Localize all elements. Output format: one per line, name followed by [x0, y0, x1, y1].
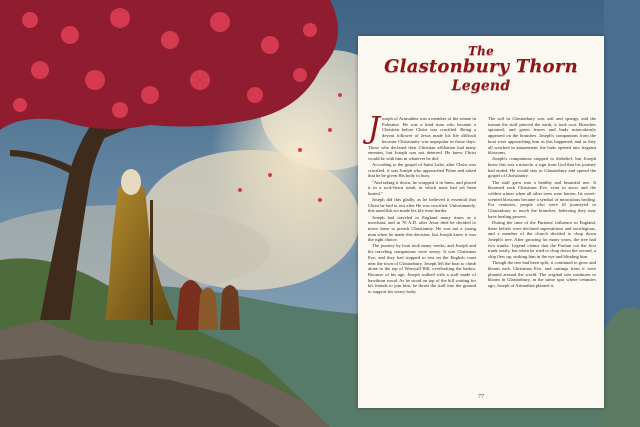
paragraph: According to the gospel of Saint Luke, after Christ was crucified, it was Joseph who approached Pilate and asked that he be given His body to bury.	[368, 162, 476, 179]
paragraph: The staff grew into a healthy and beautiful tree. It bloomed each Christmas Eve, even in snow and the coldest winter when all other trees were barren. Its sweet-scented blossoms became a symbol of miraculous healing. For centuries, people who were ill journeyed to Glastonbury to touch the branches, believing they may have healing powers.	[488, 179, 596, 219]
paragraph: Joseph did this gladly, as he believed it essential that Christ be laid to rest after He was crucified. Unfortunately, this unselfish act made his life even harder.	[368, 197, 476, 214]
paragraph: Joseph had traveled to England many times as a merchant, and in 70 A.D. after Jesus died he decided to move there to preach Christianity. He was not a young man when he made this decision, but Joseph knew it was the right choice.	[368, 214, 476, 243]
page-number: 77	[478, 394, 484, 400]
paragraph: "And taking it down, he wrapped it in linen, and placed it in a rock-hewn tomb, in which none had yet been buried."	[368, 179, 476, 196]
companions	[176, 280, 240, 330]
article-body	[368, 111, 596, 386]
paragraph: The soil in Glastonbury was soft and spongy, and the instant the staff pierced the earth, it took root. Branches sprouted, and green leaves and buds miraculously appeared on the branches. Joseph's companions from the boat were approaching him as this happened, and as they all watched in amazement, the buds opened into fragrant blossoms.	[488, 116, 596, 156]
paragraph: Joseph's companions stopped to disbelief, but Joseph knew this was a miracle, a sign from God that his journey had ended. He would stay in Glastonbury and spread the gospel of Christianity.	[488, 156, 596, 179]
right-hills	[604, 308, 640, 427]
paragraph: The journey by boat took many weeks, and Joseph and his traveling companions were weary. It was Christmas Eve, and they had stopped to rest on the English coast near the town of Glastonbury. Joseph left the boat to climb alone to the top of Wearyall Hill, overlooking the harbor. Because of his age, Joseph walked with a staff made of hawthorn wood. As he stood on top of the hill waiting for his friends to join him, he thrust the staff into the ground to support his weary body.	[368, 243, 476, 295]
paragraph: Joseph of Arimathea was a member of the senate in Palestine. He was a kind man who became a Christian before Christ was crucified. Being a devout follower of Jesus made his life difficult because Christianity was unpopular in those days. Those who declared their Christian affiliation had many enemies, but Joseph was not deterred. He knew Christ would be with him in whatever he did.	[368, 111, 476, 161]
page-title: Glastonbury Thorn	[384, 56, 578, 77]
page-subtitle: Legend	[451, 78, 511, 94]
paragraph: Though the tree had been split, it continued to grow and bloom each Christmas Eve, and cuttings from it were planted around the world. The original tree continues to bloom in Glastonbury, in the same spot where centuries ago, Joseph of Arimathea planted it.	[488, 260, 596, 288]
drop-cap: J	[368, 111, 381, 146]
right-column	[488, 116, 596, 289]
article-page	[358, 36, 604, 408]
left-column	[368, 111, 476, 295]
title-prefix: The	[468, 44, 494, 58]
paragraph: During the time of the Puritans' influence in England, these beliefs were declared superstitious and sacrilegious, and a member of the church decided to chop down Joseph's tree. After growing for many years, the tree had two trunks. Legend claims that the Puritan cut the first trunk easily, but when he tried to chop down the second, a chip flew up, striking him in the eye and blinding him.	[488, 219, 596, 260]
